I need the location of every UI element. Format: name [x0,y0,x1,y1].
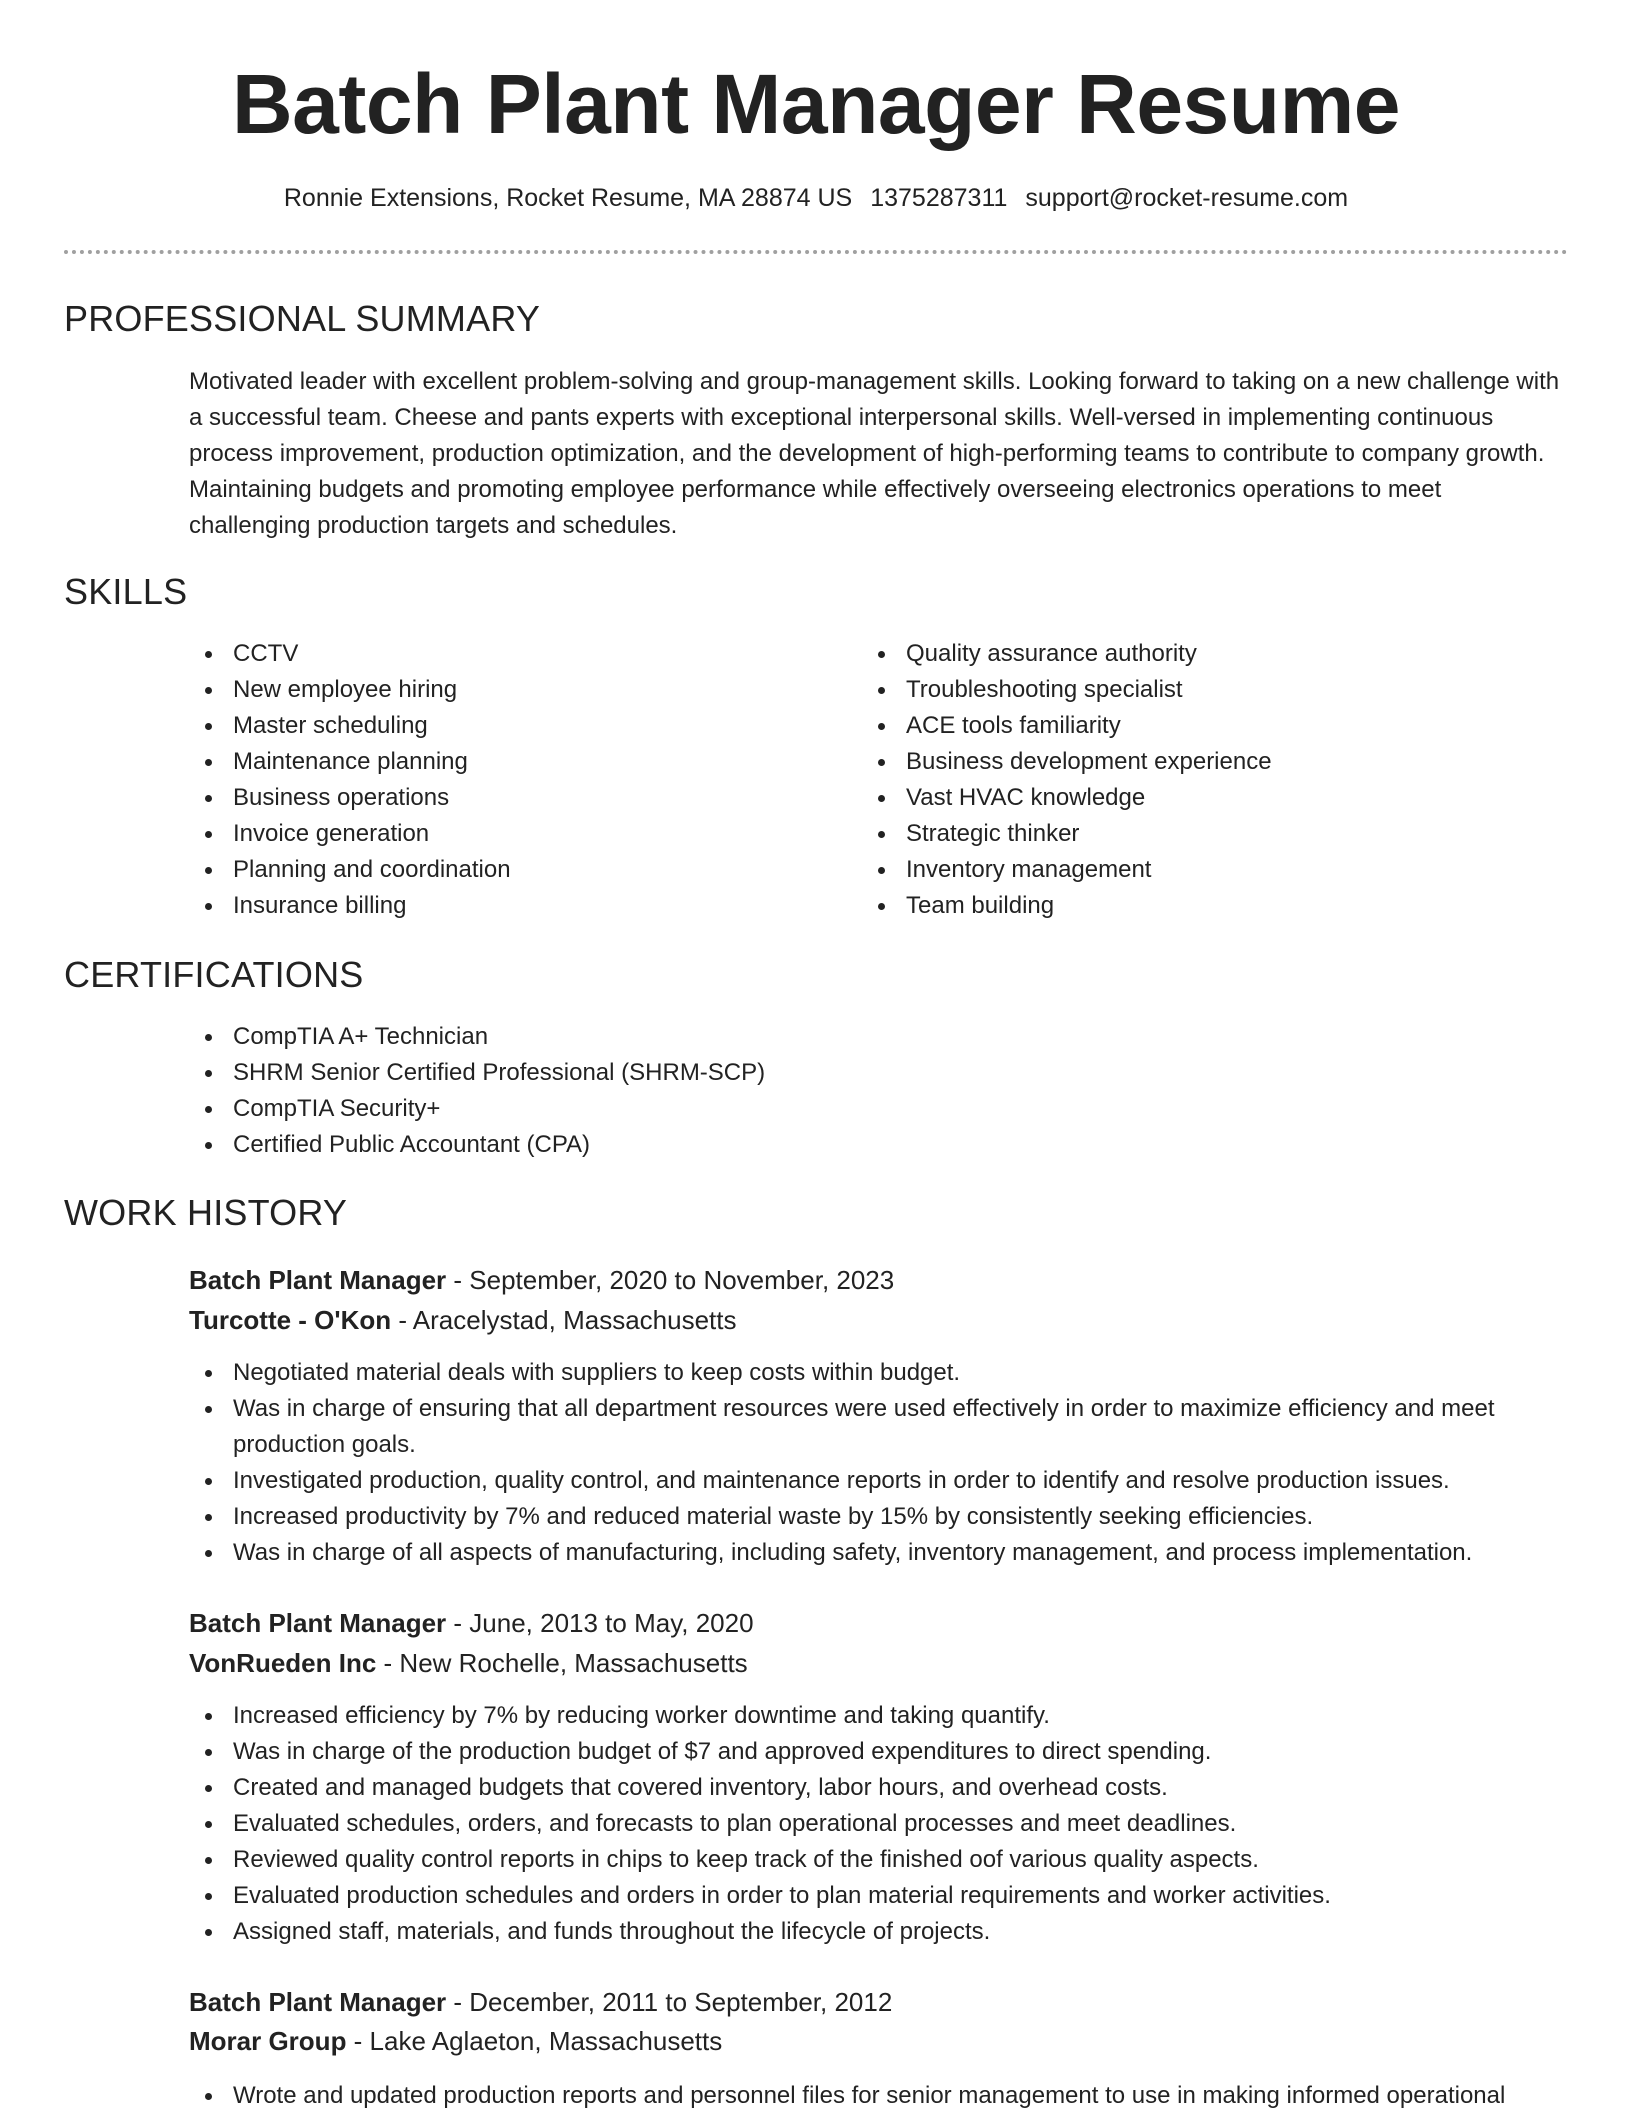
certification-item: CompTIA Security+ [189,1091,1189,1127]
job-bullet: Increased efficiency by 7% by reducing worker downtime and taking quantify. [189,1698,1569,1734]
job-title-line [189,1260,894,1300]
certification-item: Certified Public Accountant (CPA) [189,1127,1189,1163]
certification-item: SHRM Senior Certified Professional (SHRM-SCP) [189,1055,1189,1091]
contact-address: Ronnie Extensions, Rocket Resume, MA 28874 US [283,184,853,212]
skill-item: Maintenance planning [189,744,829,780]
job-dates: - September, 2020 to November, 2023 [446,1265,895,1295]
contact-line [0,180,1632,216]
certification-item: CompTIA A+ Technician [189,1019,1189,1055]
job-bullet: Was in charge of the production budget of $7 and approved expenditures to direct spending. [189,1734,1569,1770]
certifications-list [189,1019,1189,1163]
skill-item: Master scheduling [189,708,829,744]
job-dates: - December, 2011 to September, 2012 [446,1987,893,2017]
skill-item: Strategic thinker [862,816,1562,852]
skills-list-left [189,636,829,924]
job-company-line [189,1300,737,1340]
skill-item: Quality assurance authority [862,636,1562,672]
job-title-line [189,1603,754,1643]
skill-item: New employee hiring [189,672,829,708]
contact-phone: 1375287311 [870,184,1008,212]
job-title: Batch Plant Manager [189,1265,447,1295]
job-location: - Lake Aglaeton, Massachusetts [346,2026,723,2056]
resume-title: Batch Plant Manager Resume [231,57,1400,151]
header-divider [64,250,1568,254]
job-bullet: Assigned staff, materials, and funds throughout the lifecycle of projects. [189,1914,1569,1950]
job-bullet: Was in charge of all aspects of manufacturing, including safety, inventory management, and process implementation. [189,1535,1569,1571]
job-dates: - June, 2013 to May, 2020 [446,1608,754,1638]
skill-item: Business operations [189,780,829,816]
job-location: - New Rochelle, Massachusetts [376,1648,748,1678]
job-bullet: Investigated production, quality control, and maintenance reports in order to identify and resolve production issues. [189,1463,1569,1499]
job-title: Batch Plant Manager [189,1987,447,2017]
certifications-heading: CERTIFICATIONS [64,954,364,995]
job-location: - Aracelystad, Massachusetts [391,1305,737,1335]
summary-heading: PROFESSIONAL SUMMARY [64,298,541,339]
job-company: VonRueden Inc [189,1648,377,1678]
job-bullet: Wrote and updated production reports and personnel files for senior management to use in making informed operational [189,2078,1569,2114]
skill-item: Invoice generation [189,816,829,852]
job-bullet: Was in charge of ensuring that all department resources were used effectively in order to maximize efficiency and meet production goals. [189,1391,1569,1463]
job-bullet: Evaluated schedules, orders, and forecasts to plan operational processes and meet deadlines. [189,1806,1569,1842]
job-bullet: Negotiated material deals with suppliers to keep costs within budget. [189,1355,1569,1391]
job-company-line [189,2021,722,2061]
work-history-heading: WORK HISTORY [64,1192,348,1233]
skill-item: Troubleshooting specialist [862,672,1562,708]
job-bullet: Created and managed budgets that covered inventory, labor hours, and overhead costs. [189,1770,1569,1806]
job-company: Turcotte - O'Kon [189,1305,392,1335]
job-bullets [189,1355,1569,1571]
skill-item: CCTV [189,636,829,672]
job-company-line [189,1643,748,1683]
summary-text: Motivated leader with excellent problem-solving and group-management skills. Looking forward to taking on a new challenge with a successful team. Cheese and pants experts with exceptional interpersonal skills. Well-versed in implementing continuous process improvement, production optimization, and the development of high-performing teams to contribute to company growth. Maintaining budgets and promoting employee performance while effectively overseeing electronics operations to meet challenging production targets and schedules. [189,368,1560,539]
job-bullet: Evaluated production schedules and orders in order to plan material requirements and worker activities. [189,1878,1569,1914]
skill-item: Vast HVAC knowledge [862,780,1562,816]
skill-item: Inventory management [862,852,1562,888]
skills-list-right [862,636,1562,924]
skill-item: Business development experience [862,744,1562,780]
skills-heading: SKILLS [64,571,188,612]
job-bullets [189,2078,1569,2114]
job-bullet: Reviewed quality control reports in chips to keep track of the finished oof various quality aspects. [189,1842,1569,1878]
contact-email: support@rocket-resume.com [1025,184,1349,212]
job-title: Batch Plant Manager [189,1608,447,1638]
job-bullet: Increased productivity by 7% and reduced material waste by 15% by consistently seeking efficiencies. [189,1499,1569,1535]
skill-item: Insurance billing [189,888,829,924]
job-bullets [189,1698,1569,1950]
job-title-line [189,1982,892,2022]
skill-item: Planning and coordination [189,852,829,888]
job-company: Morar Group [189,2026,347,2056]
skill-item: ACE tools familiarity [862,708,1562,744]
skill-item: Team building [862,888,1562,924]
